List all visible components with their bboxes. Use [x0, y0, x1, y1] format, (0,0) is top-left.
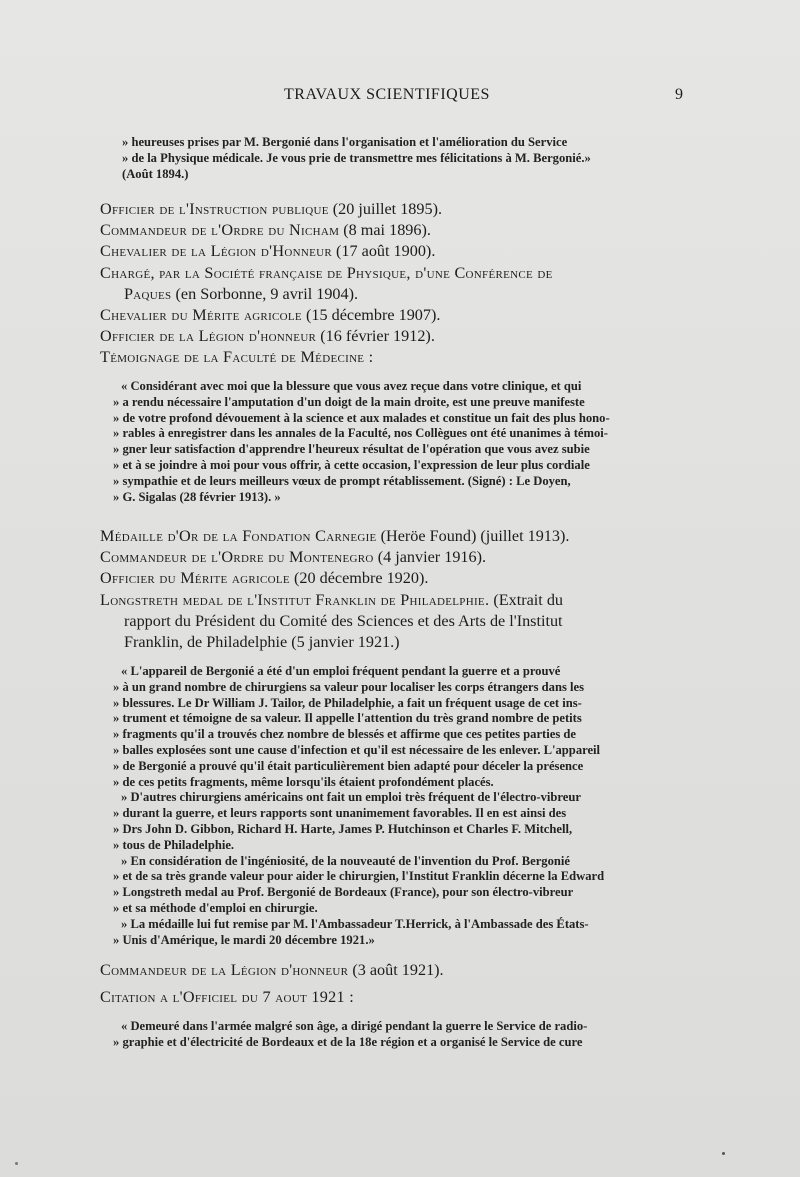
honor-entry [100, 568, 569, 589]
quote-line: » et sa méthode d'emploi en chirurgie. [113, 900, 318, 915]
honor-detail: (20 décembre 1920). [289, 569, 429, 588]
honor-detail: Franklin, de Philadelphie (5 janvier 1921.) [124, 633, 400, 652]
paper-speck [15, 1162, 18, 1165]
honor-detail: (Heröe Found) (juillet 1913). [376, 527, 570, 545]
quote-line: » balles explosées sont une cause d'infection et qu'il est nécessaire de les enlever. L'appareil [113, 742, 601, 757]
honor-title: Commandeur de la Légion d'honneur [100, 961, 349, 979]
honor-entry [100, 957, 444, 984]
honor-entry [100, 284, 553, 305]
quote-line: » de votre profond dévouement à la science et aux malades et constitue un fait des plus hono- [113, 410, 610, 425]
honor-title: Officier du Mérite agricole [100, 569, 290, 588]
honor-detail: (20 juillet 1895). [328, 200, 443, 218]
honor-entry [100, 590, 569, 611]
honor-detail: (16 février 1912). [316, 327, 435, 346]
quote-line: » Drs John D. Gibbon, Richard H. Harte, James P. Hutchinson et Charles F. Mitchell, [113, 821, 573, 836]
quote-line: (Août 1894.) [122, 166, 189, 181]
honor-detail: (3 août 1921). [348, 961, 444, 979]
honor-entry [100, 547, 569, 568]
honor-entry [100, 984, 444, 1011]
honor-entry [100, 199, 553, 220]
quote-line: » durant la guerre, et leurs rapports sont unanimement favorables. Il en est ainsi des [113, 806, 567, 821]
honor-detail: (4 janvier 1916). [373, 548, 487, 567]
honor-title: Médaille d'Or de la Fondation Carnegie [100, 527, 377, 545]
honor-entry [100, 611, 569, 632]
honor-title: Commandeur de l'Ordre du Montenegro [100, 548, 374, 567]
paper-speck [722, 1152, 725, 1155]
quote-line: » Unis d'Amérique, le mardi 20 décembre 1921.» [113, 932, 375, 947]
quote-line: » de ces petits fragments, même lorsqu'ils étaient profondément placés. [113, 774, 494, 789]
honor-title: Officier de la Légion d'honneur [100, 327, 317, 346]
honor-title: Témoignage de la Faculté de Médecine : [100, 348, 374, 367]
honor-detail: (15 décembre 1907). [301, 306, 441, 325]
quote-line: » En considération de l'ingéniosité, de la nouveauté de l'invention du Prof. Bergonié [121, 853, 570, 868]
honor-entry [100, 220, 553, 241]
quote-block-4 [113, 1019, 587, 1051]
honor-title: Citation a l'Officiel du 7 aout 1921 : [100, 988, 355, 1006]
honor-detail: (en Sorbonne, 9 avril 1904). [171, 284, 359, 303]
quote-line: » blessures. Le Dr William J. Tailor, de Philadelphie, a fait un fréquent usage de cet ins- [113, 695, 582, 710]
quote-block-3 [113, 664, 604, 948]
quote-line: » gner leur satisfaction d'apprendre l'heureux résultat de l'opération que vous avez subie [113, 442, 590, 457]
quote-block-2 [113, 379, 610, 505]
quote-line: » rables à enregistrer dans les annales de la Faculté, nos Collègues ont été unanimes à témoi- [113, 426, 608, 441]
quote-line: » graphie et d'électricité de Bordeaux et de la 18e région et a organisé le Service de cure [113, 1034, 583, 1049]
honor-entry [100, 305, 553, 326]
quote-block-1 [122, 135, 591, 182]
quote-line: » trument et témoigne de sa valeur. Il appelle l'attention du très grand nombre de petits [113, 711, 582, 726]
honor-title: Paques [124, 284, 172, 303]
honor-detail: (17 août 1900). [331, 242, 436, 261]
quote-line: » D'autres chirurgiens américains ont fait un emploi très fréquent de l'électro-vibreur [121, 790, 581, 805]
honor-detail: (8 mai 1896). [339, 221, 431, 240]
honor-detail: (Extrait du [489, 590, 564, 609]
quote-line: » Longstreth medal au Prof. Bergonié de Bordeaux (France), pour son électro-vibreur [113, 885, 574, 900]
quote-line: « L'appareil de Bergonié a été d'un emploi fréquent pendant la guerre et a prouvé [121, 664, 561, 678]
quote-line: « Demeuré dans l'armée malgré son âge, a dirigé pendant la guerre le Service de radio- [121, 1019, 588, 1033]
quote-line: » à un grand nombre de chirurgiens sa valeur pour localiser les corps étrangers dans les [113, 679, 584, 694]
quote-line: » a rendu nécessaire l'amputation d'un doigt de la main droite, est une preuve manifeste [113, 394, 585, 409]
honor-title: Chevalier de la Légion d'Honneur [100, 242, 332, 261]
quote-line: » sympathie et de leurs meilleurs vœux de prompt rétablissement. (Signé) : Le Doyen, [113, 473, 571, 488]
honor-title: Chargé, par la Société française de Physique, d'une Conférence de [100, 263, 553, 282]
quote-line: » La médaille lui fut remise par M. l'Ambassadeur T.Herrick, à l'Ambassade des États- [121, 916, 589, 931]
quote-line: » de la Physique médicale. Je vous prie de transmettre mes félicitations à M. Bergonié.» [122, 150, 591, 165]
honors-list-2 [100, 526, 569, 653]
honor-title: Officier de l'Instruction publique [100, 200, 329, 218]
honor-entry [100, 326, 553, 347]
honors-list-1 [100, 199, 553, 369]
honors-list-3 [100, 957, 444, 1011]
quote-line: » de Bergonié a prouvé qu'il était particulièrement bien adapté pour déceler la présence [113, 758, 584, 773]
quote-line: » heureuses prises par M. Bergonié dans l'organisation et l'amélioration du Service [122, 135, 568, 149]
quote-line: « Considérant avec moi que la blessure que vous avez reçue dans votre clinique, et qui [121, 379, 582, 393]
quote-line: » tous de Philadelphie. [113, 837, 235, 852]
honor-title: Chevalier du Mérite agricole [100, 306, 302, 325]
honor-entry [100, 263, 553, 284]
quote-line: » et de sa très grande valeur pour aider le chirurgien, l'Institut Franklin décerne la Edward [113, 869, 605, 884]
honor-entry [100, 632, 569, 653]
honor-entry [100, 526, 569, 547]
running-title: TRAVAUX SCIENTIFIQUES [284, 86, 490, 103]
honor-entry [100, 347, 553, 368]
page-number: 9 [675, 86, 684, 103]
quote-line: » fragments qu'il a trouvés chez nombre de blessés et affirme que ces petites parties de [113, 727, 576, 742]
honor-entry [100, 241, 553, 262]
honor-title: Commandeur de l'Ordre du Nicham [100, 221, 340, 240]
honor-detail: rapport du Président du Comité des Sciences et des Arts de l'Institut [124, 611, 563, 630]
honor-title: Longstreth medal de l'Institut Franklin de Philadelphie. [100, 590, 490, 609]
quote-line: » et à se joindre à moi pour vous offrir, à cette occasion, l'expression de leur plus cordiale [113, 457, 590, 472]
quote-line: » G. Sigalas (28 février 1913). » [113, 489, 281, 504]
